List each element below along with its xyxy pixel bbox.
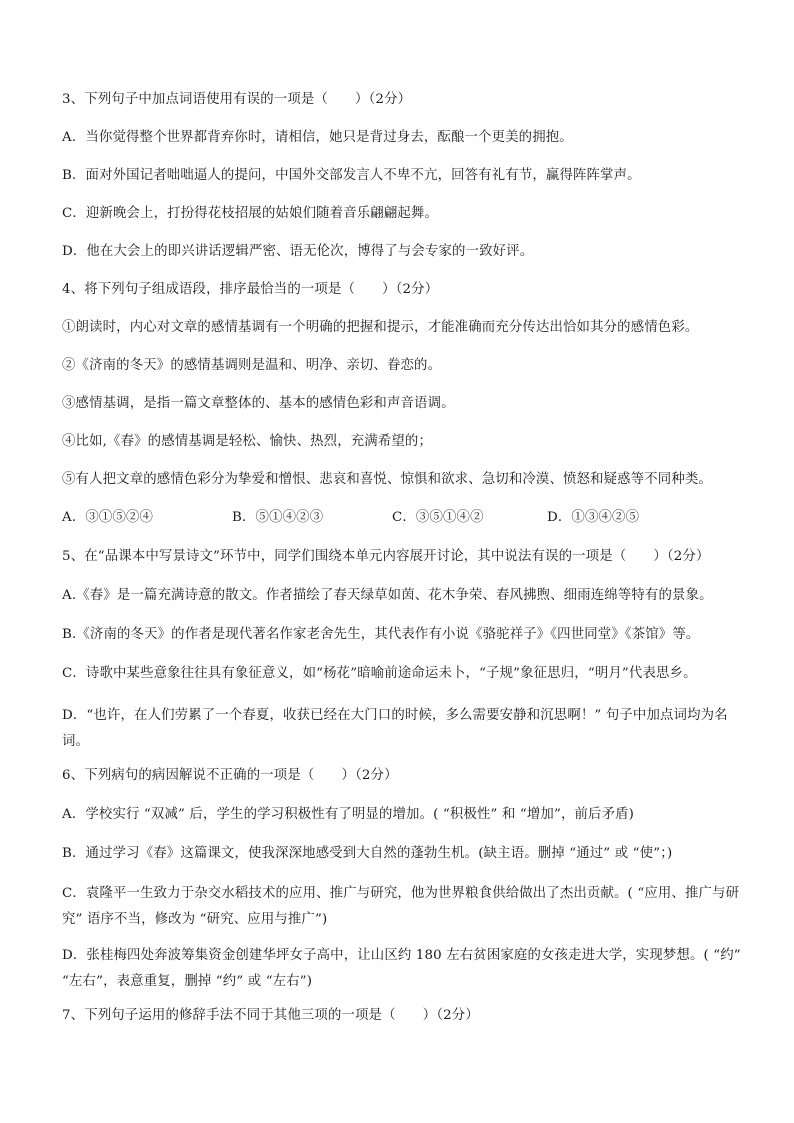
question-4-option-c: C．③⑤①④② [392,510,484,525]
question-5-option-d: D．“也许，在人们劳累了一个春夏，收获已经在大门口的时候，多么需要安静和沉思啊！” 句子中加点词均为名词。 [62,708,728,749]
question-4-sentence-3: ③感情基调，是指一篇文章整体的、基本的感情色彩和声音语调。 [62,396,455,411]
question-3-option-d: D．他在大会上的即兴讲话逻辑严密、语无伦次，博得了与会专家的一致好评。 [62,244,534,259]
question-5-option-b: B.《济南的冬天》的作者是现代著名作家老舍先生，其代表作有小说《骆驼祥子》《四世同堂》《茶馆》等。 [62,627,700,642]
question-4-option-d: D．①③④②⑤ [547,510,640,525]
question-3-option-b: B．面对外国记者咄咄逼人的提问，中国外交部发言人不卑不亢，回答有礼有节，赢得阵阵掌声。 [62,168,641,183]
question-4-options [62,508,742,528]
question-3-option-a: A．当你觉得整个世界都背弃你时，请相信，她只是背过身去，酝酿一个更美的拥抱。 [62,130,573,145]
question-4-sentence-1: ①朗读时，内心对文章的感情基调有一个明确的把握和提示，才能准确而充分传达出恰如其分的感情色彩。 [62,320,699,335]
question-4-option-a: A．③①⑤②④ [62,510,154,525]
question-6-option-b: B．通过学习《春》这篇课文，使我深深地感受到大自然的蓬勃生机。(缺主语。删掉 “通过” 或 “使”；) [62,846,673,861]
question-7-stem: 7、下列句子运用的修辞手法不同于其他三项的一项是（ ）（2分） [62,1008,479,1023]
question-5-option-a: A.《春》是一篇充满诗意的散文。作者描绘了春天绿草如茵、花木争荣、春风拂煦、细雨连绵等特有的景象。 [62,588,713,603]
question-4-sentence-2: ②《济南的冬天》的感情基调则是温和、明净、亲切、眷恋的。 [62,358,442,373]
question-5-stem: 5、在“品课本中写景诗文”环节中，同学们围绕本单元内容展开讨论，其中说法有误的一项是（ ）（2分） [62,549,710,564]
question-5-option-c: C．诗歌中某些意象往往具有象征意义，如“杨花”暗喻前途命运未卜，“子规”象征思归，“明月”代表思乡。 [62,666,697,681]
question-6-option-c: C．袁隆平一生致力于杂交水稻技术的应用、推广与研究，他为世界粮食供给做出了杰出贡献。( “应用、推广与研究” 语序不当，修改为 “研究、应用与推广”) [62,886,740,927]
question-4-sentence-4: ④比如,《春》的感情基调是轻松、愉快、热烈，充满希望的； [62,434,433,449]
question-6-option-a: A．学校实行 “双减” 后，学生的学习积极性有了明显的增加。( “积极性” 和 “增加”，前后矛盾) [62,807,635,822]
question-6-stem: 6、下列病句的病因解说不正确的一项是（ ）（2分） [62,768,398,783]
question-3-option-c: C．迎新晚会上，打扮得花枝招展的姑娘们随着音乐翩翩起舞。 [62,206,438,221]
question-3-stem: 3、下列句子中加点词语使用有误的一项是（ ）（2分） [62,92,412,107]
question-4-sentence-5: ⑤有人把文章的感情色彩分为挚爱和憎恨、悲哀和喜悦、惊惧和欲求、急切和冷漠、愤怒和疑惑等不同种类。 [62,472,712,487]
question-6-option-d: D．张桂梅四处奔波筹集资金创建华坪女子高中，让山区约 180 左右贫困家庭的女孩走进大学，实现梦想。( “约” “左右”，表意重复，删掉 “约” 或 “左右”) [62,948,741,989]
question-4-option-b: B．⑤①④②③ [232,510,324,525]
question-4-stem: 4、将下列句子组成语段，排序最恰当的一项是（ ）（2分） [62,282,439,297]
